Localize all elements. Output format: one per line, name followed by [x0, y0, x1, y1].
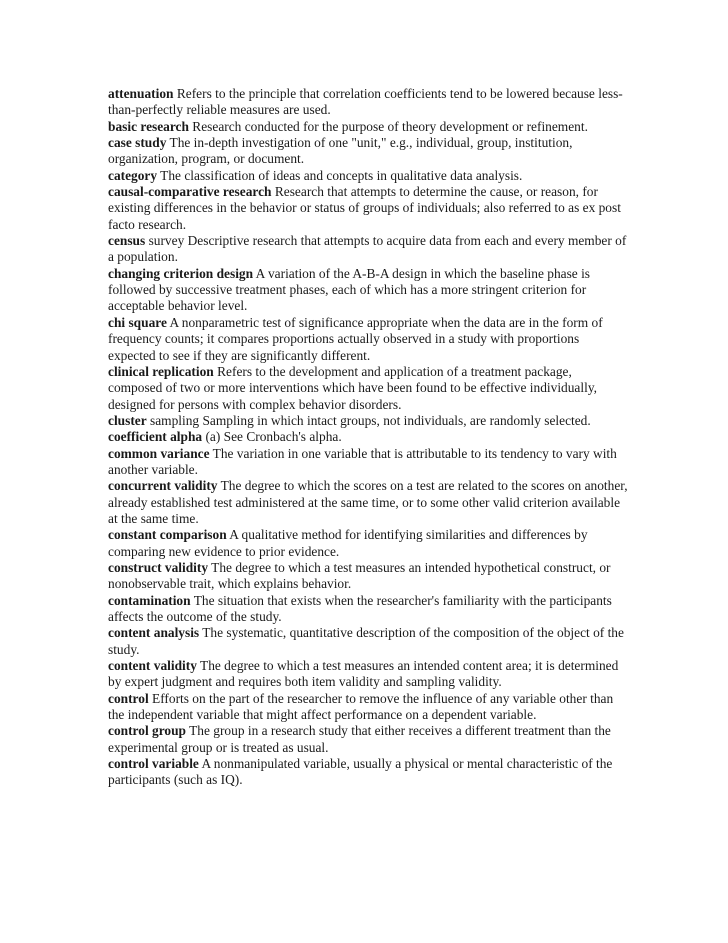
glossary-definition: (a) See Cronbach's alpha. — [202, 429, 342, 445]
glossary-entry — [108, 625, 628, 658]
glossary-entry — [108, 446, 628, 479]
glossary-term: causal-comparative research — [108, 184, 272, 200]
glossary-entry — [108, 593, 628, 626]
glossary-entry — [108, 413, 628, 429]
glossary-term: control variable — [108, 756, 199, 772]
glossary-term: changing criterion design — [108, 265, 254, 281]
glossary-entry — [108, 315, 628, 364]
glossary-term: cluster — [108, 412, 147, 428]
glossary-entry — [108, 184, 628, 233]
glossary-definition: The classification of ideas and concepts in qualitative data analysis. — [157, 167, 523, 183]
glossary-definition: A variation of the A-B-A design in which the baseline phase is followed by successive treatment phases, each of which has a more stringent criterion for acceptable behavior level. — [108, 265, 591, 314]
glossary-entry — [108, 233, 628, 266]
glossary-term: content analysis — [108, 625, 200, 641]
glossary-definition: The degree to which the scores on a test are related to the scores on another, already established test administered at the same time, or to some other valid criterion available at the same time. — [108, 478, 628, 526]
glossary-entry — [108, 723, 628, 756]
glossary-definition: Research that attempts to determine the cause, or reason, for existing differences in the behavior or status of groups of individuals; also referred to as ex post facto research. — [108, 184, 621, 232]
glossary-entry — [108, 527, 628, 560]
glossary-term: content validity — [108, 658, 197, 674]
glossary-term: constant comparison — [108, 527, 227, 543]
glossary-page — [108, 86, 628, 789]
glossary-definition: The degree to which a test measures an intended content area; it is determined by expert judgment and requires both item validity and sampling validity. — [108, 658, 619, 690]
glossary-definition: A nonmanipulated variable, usually a physical or mental characteristic of the participants (such as IQ). — [108, 756, 613, 788]
glossary-entry — [108, 119, 628, 135]
glossary-definition: sampling Sampling in which intact groups, not individuals, are randomly selected. — [146, 412, 591, 428]
glossary-term: concurrent validity — [108, 478, 218, 494]
glossary-definition: Refers to the development and application of a treatment package, composed of two or more interventions which have been found to be effective individually, designed for persons with complex behavior disorders. — [108, 363, 597, 412]
glossary-definition: The variation in one variable that is attributable to its tendency to vary with another variable. — [108, 445, 617, 477]
glossary-definition: Research conducted for the purpose of theory development or refinement. — [188, 118, 588, 134]
glossary-definition: Refers to the principle that correlation coefficients tend to be lowered because less-than-perfectly reliable measures are used. — [108, 86, 623, 118]
glossary-term: common variance — [108, 445, 210, 461]
glossary-entry — [108, 135, 628, 168]
glossary-term: chi square — [108, 314, 167, 330]
glossary-entry — [108, 756, 628, 789]
glossary-term: contamination — [108, 592, 191, 608]
glossary-entry — [108, 691, 628, 724]
glossary-term: basic research — [108, 118, 189, 134]
glossary-definition: The systematic, quantitative description of the composition of the object of the study. — [108, 625, 624, 657]
glossary-definition: Efforts on the part of the researcher to remove the influence of any variable other than the independent variable that might affect performance on a dependent variable. — [108, 690, 614, 723]
glossary-entry — [108, 86, 628, 119]
glossary-term: attenuation — [108, 86, 174, 101]
glossary-term: category — [108, 167, 158, 183]
glossary-term: construct validity — [108, 559, 209, 575]
glossary-entry — [108, 429, 628, 445]
glossary-definition: A nonparametric test of significance appropriate when the data are in the form of frequency counts; it compares proportions actually observed in a study with proportions expected to see if they are significantly different. — [108, 314, 603, 363]
glossary-term: coefficient alpha — [108, 429, 203, 445]
glossary-term: census — [108, 233, 146, 249]
glossary-term: control — [108, 690, 149, 706]
glossary-definition: The in-depth investigation of one "unit," e.g., individual, group, institution, organization, program, or document. — [108, 135, 573, 167]
glossary-definition: The degree to which a test measures an intended hypothetical construct, or nonobservable trait, which explains behavior. — [108, 559, 611, 592]
glossary-entry — [108, 658, 628, 691]
glossary-entry — [108, 168, 628, 184]
glossary-definition: A qualitative method for identifying similarities and differences by comparing new evidence to prior evidence. — [108, 527, 588, 559]
glossary-definition: The group in a research study that either receives a different treatment than the experimental group or is treated as usual. — [108, 723, 611, 755]
glossary-term: control group — [108, 723, 186, 739]
glossary-entry — [108, 560, 628, 593]
glossary-term: clinical replication — [108, 363, 214, 379]
glossary-entry — [108, 364, 628, 413]
glossary-term: case study — [108, 135, 167, 151]
glossary-definition: survey Descriptive research that attempts to acquire data from each and every member of a population. — [108, 233, 627, 265]
glossary-entry — [108, 478, 628, 527]
glossary-entry — [108, 266, 628, 315]
glossary-definition: The situation that exists when the researcher's familiarity with the participants affects the outcome of the study. — [108, 592, 612, 624]
